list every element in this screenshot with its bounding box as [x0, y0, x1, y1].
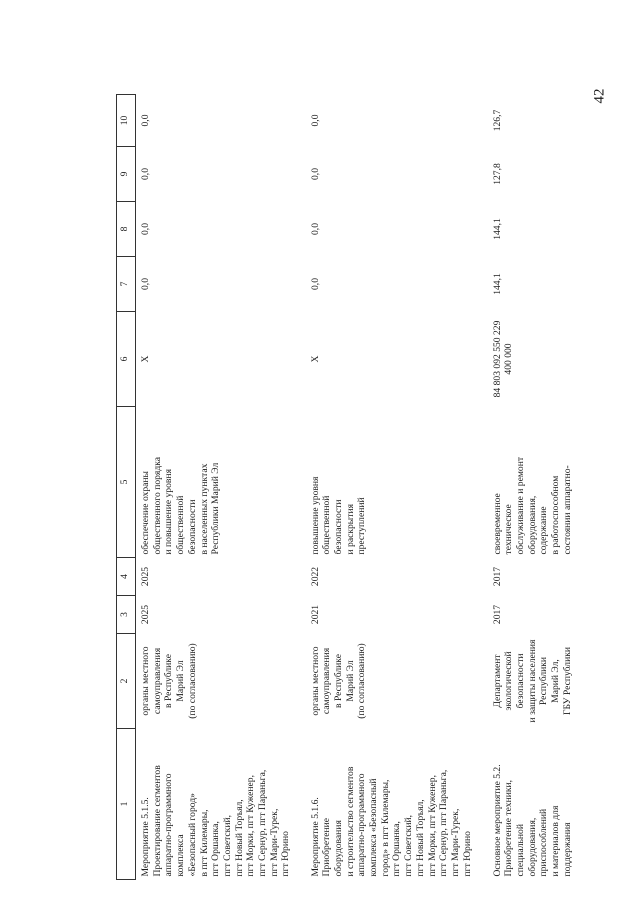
activity-name-cell: Мероприятие 5.1.6. Приобретение оборудования и строительство сегментов аппаратно-программного комплекса «Безопасный город» в пгт Килемары, пгт Оршанка, пгт Советский, пгт Новый Торъял, пгт Морки, пгт Куженер, пгт Сернур, пгт Параньга, пгт Мари-Турек, пгт Юрино: [309, 766, 473, 877]
col-header-5: 5: [117, 407, 136, 558]
budget-code-cell: Х: [309, 355, 321, 363]
value-cell-7: 144,1: [491, 273, 503, 295]
value-cell-9: 0,0: [309, 168, 321, 180]
start-year-cell: 2021: [309, 604, 321, 625]
end-year-cell: 2022: [309, 566, 321, 587]
value-cell-8: 0,0: [309, 223, 321, 235]
table-row: [136, 95, 306, 880]
end-year-cell: 2017: [491, 566, 503, 587]
start-year-cell: 2025: [140, 604, 151, 625]
executor-cell: органы местного самоуправления в Республике Марий Эл (по согласованию): [140, 643, 198, 719]
value-cell-7: 0,0: [140, 278, 151, 290]
col-header-9: 9: [117, 147, 136, 202]
col-header-4: 4: [117, 558, 136, 596]
executor-cell: органы местного самоуправления в Республике Марий Эл (по согласованию): [309, 643, 368, 719]
table-row: [306, 95, 488, 880]
value-cell-9: 0,0: [140, 168, 151, 180]
col-header-8: 8: [117, 202, 136, 257]
value-cell-8: 144,1: [491, 218, 503, 240]
value-cell-8: 0,0: [140, 223, 151, 235]
col-header-2: 2: [117, 634, 136, 729]
start-year-cell: 2017: [491, 604, 503, 625]
expected-result-cell: своевременное техническое обслуживание и ремонт оборудования, содержание в работоспособном состоянии аппаратно-: [491, 456, 573, 555]
end-year-cell: 2025: [140, 566, 151, 587]
value-cell-10: 126,7: [491, 109, 503, 132]
page-number: 42: [591, 88, 608, 104]
budget-code-cell: Х: [140, 355, 151, 363]
col-header-6: 6: [117, 312, 136, 407]
col-header-3: 3: [117, 596, 136, 634]
executor-cell: Департамент экологической безопасности и защиты населения Республики Марий Эл, ГБУ Республики: [491, 639, 573, 723]
col-header-10: 10: [117, 95, 136, 147]
budget-code-cell: 84 803 092 550 229 400 000: [491, 320, 515, 398]
col-header-7: 7: [117, 257, 136, 312]
expected-result-cell: обеспечение охраны общественного порядка и повышение уровня общественной безопасности в населенных пунктах Республики Марий Эл: [140, 457, 222, 555]
expected-result-cell: повышение уровня общественной безопасности и раскрытия преступлений: [309, 476, 368, 555]
value-cell-10: 0,0: [309, 114, 321, 127]
value-cell-7: 0,0: [309, 278, 321, 290]
activity-name-cell: Мероприятие 5.1.5. Проектирование сегментов аппаратно-программного комплекса «Безопасный город» в пгт Килемары, пгт Оршанка, пгт Советский, пгт Новый Торъял, пгт Морки, пгт Куженер, пгт Сернур, пгт Параньга, пгт Мари-Турек, пгт Юрино: [140, 765, 292, 877]
program-activities-table: [116, 94, 577, 880]
value-cell-10: 0,0: [140, 114, 151, 127]
value-cell-9: 127,8: [491, 163, 503, 185]
table-header-row: [117, 95, 136, 880]
table-row: [488, 95, 578, 880]
col-header-1: 1: [117, 729, 136, 880]
activity-name-cell: Основное мероприятие 5.2. Приобретение техники, специальной оборудования, приспособлений и материалов для поддержания: [491, 764, 573, 877]
rotated-table-page: [116, 95, 599, 880]
